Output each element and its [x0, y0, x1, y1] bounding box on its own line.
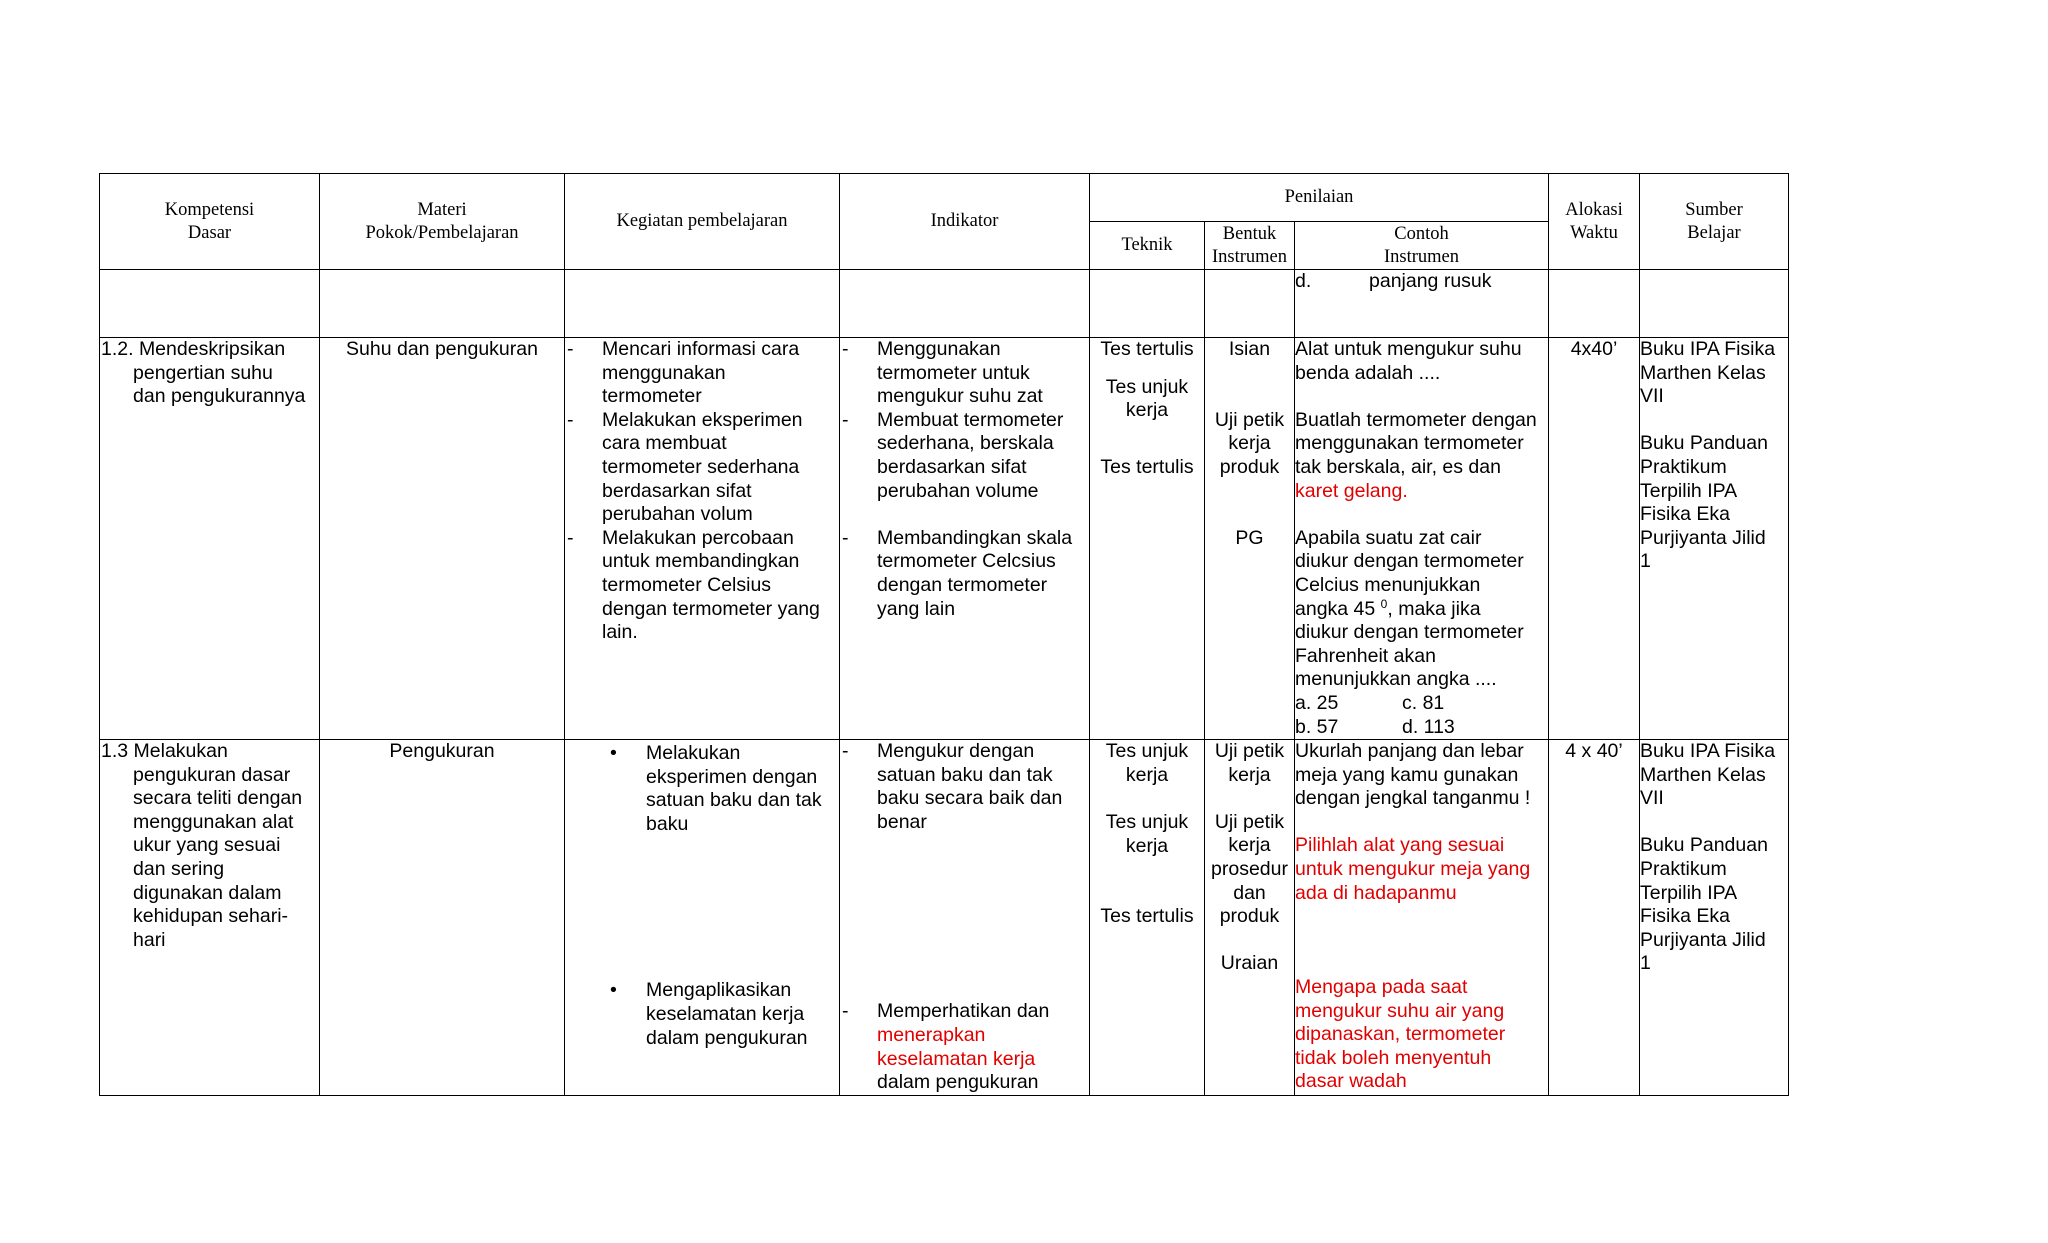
option-c: c. 81 [1402, 691, 1445, 714]
header-materi-pokok [320, 174, 565, 270]
kegiatan-line: dengan termometer yang [602, 597, 820, 620]
teknik-text: Tes unjuk [1105, 740, 1189, 763]
kompetensi-text: dan pengukurannya [133, 385, 306, 408]
cell-kegiatan-1-2 [565, 338, 840, 740]
header-materi-line1: Materi [417, 199, 467, 220]
header-bentuk-line1: Bentuk [1222, 223, 1277, 244]
contoh-line-highlight: karet gelang. [1295, 479, 1408, 502]
contoh-line: diukur dengan termometer [1295, 621, 1524, 644]
indikator-line: berdasarkan sifat [877, 455, 1027, 478]
sumber-line: Terpilih IPA [1640, 479, 1738, 502]
teknik-text: kerja [1125, 834, 1169, 857]
sumber-line: Terpilih IPA [1640, 881, 1738, 904]
header-sumber-line1: Sumber [1685, 199, 1743, 220]
indikator-line: - Membandingkan skala [877, 526, 1073, 549]
indikator-line: perubahan volume [877, 479, 1039, 502]
sumber-line: Purjiyanta Jilid [1640, 928, 1766, 951]
indikator-line: - Membuat termometer [877, 408, 1064, 431]
bentuk-text: PG [1235, 526, 1264, 549]
contoh-line-highlight: untuk mengukur meja yang [1295, 858, 1531, 881]
sumber-line: VII [1640, 385, 1664, 408]
contoh-line-highlight: dasar wadah [1295, 1070, 1407, 1093]
kegiatan-line: termometer [602, 385, 702, 408]
contoh-line: benda adalah .... [1295, 361, 1441, 384]
cell-kompetensi-1-2 [100, 338, 320, 740]
contoh-line-highlight: Mengapa pada saat [1295, 976, 1468, 999]
spacer [1295, 811, 1548, 835]
cell-sumber-1-2 [1640, 338, 1789, 740]
spacer [1205, 929, 1294, 953]
kompetensi-text: kehidupan sehari- [133, 905, 289, 928]
teknik-text: Tes unjuk [1105, 375, 1189, 398]
cell-kegiatan-1-3 [565, 740, 840, 1096]
kompetensi-text: 1.3 Melakukan [101, 740, 228, 763]
header-contoh-line2: Instrumen [1383, 246, 1459, 267]
cell-empty [1090, 270, 1205, 338]
kegiatan-line: eksperimen dengan [646, 765, 818, 788]
header-indikator: Indikator [840, 174, 1090, 270]
cell-teknik-1-3 [1090, 740, 1205, 1096]
bentuk-text: prosedur [1211, 858, 1288, 881]
spacer [1090, 423, 1204, 456]
contoh-line: Celcius menunjukkan [1295, 573, 1481, 596]
contoh-line: Ukurlah panjang dan lebar [1295, 740, 1524, 763]
contoh-line: Alat untuk mengukur suhu [1295, 338, 1522, 360]
spacer [1295, 503, 1548, 527]
indikator-line: benar [877, 810, 927, 833]
kegiatan-line: baku [646, 812, 689, 835]
cell-sumber-1-3 [1640, 740, 1789, 1096]
teknik-text: Tes tertulis [1100, 905, 1194, 928]
bentuk-text: produk [1219, 455, 1280, 478]
indikator-line-highlight: keselamatan kerja [877, 1047, 1036, 1070]
spacer [1640, 409, 1788, 433]
kegiatan-item [565, 527, 839, 645]
kompetensi-text: hari [133, 928, 166, 951]
table-row-1-3 [100, 740, 1789, 1096]
option-row [1295, 716, 1548, 740]
kegiatan-line: perubahan volum [602, 503, 753, 526]
cell-contoh-1-2 [1295, 338, 1549, 740]
cell-indikator-1-3 [840, 740, 1090, 1096]
sumber-line: VII [1640, 787, 1664, 810]
contoh-after: , maka jika [1387, 597, 1481, 620]
teknik-text: Tes tertulis [1100, 455, 1194, 478]
kompetensi-text: digunakan dalam [133, 881, 282, 904]
cell-empty [565, 270, 840, 338]
contoh-line: Apabila suatu zat cair [1295, 526, 1482, 549]
contoh-line: meja yang kamu gunakan [1295, 763, 1519, 786]
indikator-line-highlight: menerapkan [877, 1024, 986, 1047]
contoh-line: diukur dengan termometer [1295, 550, 1524, 573]
contoh-line-highlight: ada di hadapanmu [1295, 881, 1457, 904]
indikator-line: sederhana, berskala [877, 432, 1054, 455]
kompetensi-text: pengukuran dasar [133, 763, 291, 786]
indikator-item [840, 527, 1089, 621]
contoh-line: menggunakan termometer [1295, 432, 1524, 455]
header-sumber-belajar [1640, 174, 1789, 270]
cell-materi-1-3 [320, 740, 565, 1096]
sumber-line: Praktikum [1640, 455, 1727, 478]
cell-indikator-1-2 [840, 338, 1090, 740]
continuation-text: panjang rusuk [1369, 270, 1492, 292]
sumber-line: Fisika Eka [1640, 503, 1730, 526]
indikator-line: baku secara baik dan [877, 787, 1063, 810]
bentuk-text: kerja [1228, 432, 1271, 455]
bentuk-text: Uji petik [1214, 408, 1285, 431]
header-bentuk-instrumen [1205, 222, 1295, 270]
sumber-line: Buku IPA Fisika [1640, 338, 1776, 360]
contoh-line: Fahrenheit akan [1295, 644, 1436, 667]
cell-alokasi-1-2 [1549, 338, 1640, 740]
sumber-line: Buku Panduan [1640, 432, 1768, 455]
kompetensi-text: pengertian suhu [133, 361, 273, 384]
option-a: a. 25 [1295, 691, 1339, 714]
kegiatan-line: termometer sederhana [602, 455, 800, 478]
indikator-line: - Memperhatikan dan [877, 1000, 1050, 1023]
sumber-line: Marthen Kelas [1640, 361, 1766, 384]
indikator-line: yang lain [877, 597, 956, 620]
kompetensi-text: ukur yang sesuai [133, 834, 281, 857]
kegiatan-line: untuk membandingkan [602, 550, 800, 573]
indikator-line: dalam pengukuran [877, 1071, 1039, 1094]
degree-superscript: 0 [1380, 596, 1388, 611]
kegiatan-item [565, 409, 839, 527]
indikator-list [840, 338, 1089, 621]
option-b: b. 57 [1295, 715, 1339, 738]
kompetensi-text: 1.2. Mendeskripsikan [101, 338, 286, 360]
kompetensi-text: dan sering [133, 858, 225, 881]
kompetensi-text: secara teliti dengan [133, 787, 303, 810]
contoh-line-highlight: Pilihlah alat yang sesuai [1295, 834, 1505, 857]
indikator-line: dengan termometer [877, 573, 1048, 596]
kegiatan-line: dalam pengukuran [646, 1026, 808, 1049]
teknik-text: Tes tertulis [1100, 338, 1194, 360]
sumber-line: Praktikum [1640, 858, 1727, 881]
indikator-item [840, 740, 1089, 834]
contoh-line: menunjukkan angka .... [1295, 668, 1497, 691]
spacer [1090, 362, 1204, 376]
continuation-label: d. [1295, 270, 1312, 292]
option-row [1295, 692, 1548, 716]
cell-empty [320, 270, 565, 338]
cell-empty [840, 270, 1090, 338]
cell-kompetensi-1-3 [100, 740, 320, 1096]
bentuk-text: Isian [1228, 338, 1271, 360]
header-alokasi-line1: Alokasi [1565, 199, 1623, 220]
contoh-line: tak berskala, air, es dan [1295, 455, 1501, 478]
teknik-text: Tes unjuk [1105, 811, 1189, 834]
indikator-line: - Mengukur dengan [877, 740, 1035, 763]
kegiatan-line: lain. [602, 621, 638, 644]
contoh-line-highlight: dipanaskan, termometer [1295, 1023, 1506, 1046]
kegiatan-line: - Mencari informasi cara [602, 338, 800, 360]
indikator-item [840, 1000, 1089, 1094]
sumber-line: 1 [1640, 952, 1651, 975]
header-kompetensi-dasar [100, 174, 320, 270]
header-alokasi-waktu [1549, 174, 1640, 270]
contoh-line-highlight: mengukur suhu air yang [1295, 999, 1505, 1022]
cell-empty [1549, 270, 1640, 338]
indikator-line: - Menggunakan [877, 338, 1001, 360]
sumber-line: Buku IPA Fisika [1640, 740, 1776, 763]
bentuk-text: kerja [1228, 834, 1271, 857]
table-row-continuation [100, 270, 1789, 338]
cell-contoh-continuation [1295, 270, 1549, 338]
bentuk-text: Uji petik [1214, 810, 1285, 833]
indikator-line: mengukur suhu zat [877, 385, 1043, 408]
cell-teknik-1-2 [1090, 338, 1205, 740]
kegiatan-item [565, 742, 839, 836]
kegiatan-line: • Mengaplikasikan [646, 979, 792, 1002]
teknik-text: kerja [1125, 763, 1169, 786]
bentuk-text: Uraian [1220, 952, 1279, 975]
kegiatan-line: • Melakukan [646, 742, 741, 765]
kegiatan-line: keselamatan kerja [646, 1003, 805, 1026]
kegiatan-line: menggunakan [602, 361, 726, 384]
kegiatan-line: berdasarkan sifat [602, 479, 752, 502]
indikator-line: satuan baku dan tak [877, 763, 1053, 786]
header-penilaian: Penilaian [1090, 174, 1549, 222]
header-contoh-line1: Contoh [1394, 223, 1449, 244]
spacer [1205, 362, 1294, 409]
indikator-item [840, 409, 1089, 527]
sumber-line: Buku Panduan [1640, 834, 1768, 857]
header-alokasi-line2: Waktu [1570, 222, 1618, 243]
header-kompetensi-line2: Dasar [187, 222, 232, 243]
cell-materi-1-2 [320, 338, 565, 740]
kegiatan-line: termometer Celsius [602, 573, 772, 596]
syllabus-table [99, 173, 1789, 1096]
contoh-line-highlight: tidak boleh menyentuh [1295, 1046, 1492, 1069]
cell-contoh-1-3 [1295, 740, 1549, 1096]
spacer [1640, 811, 1788, 835]
header-contoh-instrumen [1295, 222, 1549, 270]
header-bentuk-line2: Instrumen [1211, 246, 1287, 267]
cell-empty [1205, 270, 1295, 338]
table-row-1-2 [100, 338, 1789, 740]
header-kompetensi-line1: Kompetensi [164, 199, 255, 220]
continuation-option [1295, 270, 1548, 294]
spacer [1090, 858, 1204, 905]
cell-alokasi-1-3 [1549, 740, 1640, 1096]
header-sumber-line2: Belajar [1687, 222, 1741, 243]
contoh-line: Buatlah termometer dengan [1295, 408, 1537, 431]
indikator-line: termometer untuk [877, 361, 1030, 384]
kegiatan-line: cara membuat [602, 432, 727, 455]
sumber-line: Marthen Kelas [1640, 763, 1766, 786]
kompetensi-text: menggunakan alat [133, 810, 294, 833]
cell-empty [1640, 270, 1789, 338]
cell-bentuk-1-2 [1205, 338, 1295, 740]
kegiatan-item [565, 338, 839, 409]
indikator-item [840, 338, 1089, 409]
kegiatan-list [565, 742, 839, 1050]
spacer [877, 503, 1085, 527]
bentuk-text: kerja [1228, 763, 1271, 786]
contoh-line: dengan jengkal tanganmu ! [1295, 787, 1531, 810]
alokasi-text: 4x40’ [1570, 338, 1618, 360]
kegiatan-line: - Melakukan eksperimen [602, 408, 803, 431]
sumber-line: Fisika Eka [1640, 905, 1730, 928]
spacer [1205, 787, 1294, 811]
header-materi-line2: Pokok/Pembelajaran [365, 222, 519, 243]
header-teknik: Teknik [1090, 222, 1205, 270]
spacer [1090, 787, 1204, 811]
cell-bentuk-1-3 [1205, 740, 1295, 1096]
indikator-line: termometer Celcsius [877, 550, 1056, 573]
kegiatan-item [565, 979, 839, 1050]
sumber-line: Purjiyanta Jilid [1640, 526, 1766, 549]
indikator-list [840, 740, 1089, 1095]
alokasi-text: 4 x 40’ [1565, 740, 1623, 763]
contoh-line-degree [1295, 598, 1548, 622]
materi-text: Suhu dan pengukuran [346, 338, 538, 360]
materi-text: Pengukuran [389, 740, 495, 763]
spacer [1295, 905, 1548, 976]
kegiatan-list [565, 338, 839, 645]
kegiatan-line: satuan baku dan tak [646, 789, 822, 812]
bentuk-text: dan [1233, 881, 1266, 904]
option-d: d. 113 [1402, 715, 1455, 738]
teknik-text: kerja [1125, 399, 1169, 422]
header-kegiatan-pembelajaran: Kegiatan pembelajaran [565, 174, 840, 270]
sumber-line: 1 [1640, 550, 1651, 573]
spacer [1205, 480, 1294, 527]
kegiatan-line: - Melakukan percobaan [602, 526, 794, 549]
contoh-angka: angka 45 [1295, 597, 1376, 620]
bentuk-text: Uji petik [1214, 740, 1285, 763]
cell-empty [100, 270, 320, 338]
spacer [1295, 385, 1548, 409]
bentuk-text: produk [1219, 905, 1280, 928]
